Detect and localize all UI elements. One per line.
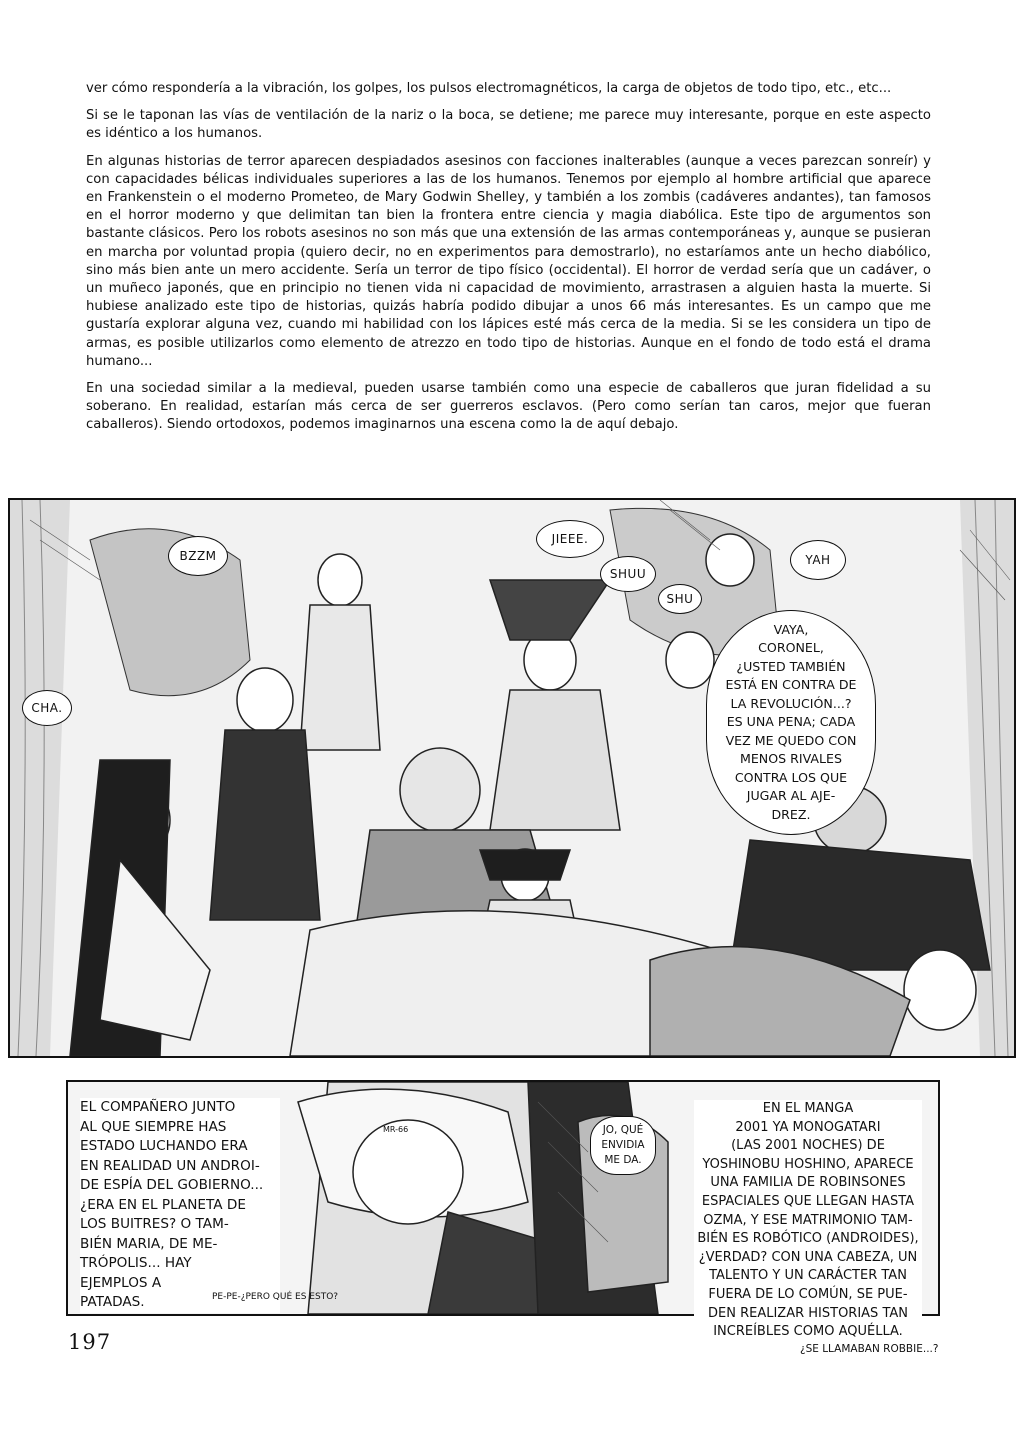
paragraph-2: Si se le taponan las vías de ventilación de la nariz o la boca, se detiene; me parece muy interesante, porque en este aspecto es idéntico a los humanos.	[86, 108, 931, 142]
sfx-cha-bubble: CHA.	[22, 690, 72, 726]
body-text	[86, 80, 931, 444]
caption-pe-pe: PE-PE-¿PERO QUÉ ES ESTO?	[212, 1292, 339, 1302]
page-number: 197	[68, 1330, 112, 1354]
sfx-bzzm-bubble: BZZM	[168, 536, 228, 576]
forehead-mark: MR-66	[383, 1125, 409, 1134]
caption-android-spy: EL COMPAÑERO JUNTO AL QUE SIEMPRE HAS ESTADO LUCHANDO ERA EN REALIDAD UN ANDROI- DE ESPÍA DEL GOBIERNO... ¿ERA EN EL PLANETA DE LOS BUITRES? O TAM- BIÉN MARIA, DE ME- TRÓPOLIS... HAY EJEMPLOS A PATADAS.	[80, 1098, 280, 1313]
paragraph-4: En una sociedad similar a la medieval, pueden usarse también como una especie de caballeros que juran fidelidad a su soberano. En realidad, estarían más cerca de ser guerreros esclavos. (Pero como serían tan caros, mejor que fueran caballeros). Siendo ortodoxos, podemos imaginarnos una escena como la de aquí debajo.	[86, 381, 931, 433]
caption-envidia: JO, QUÉ ENVIDIA ME DA.	[590, 1116, 656, 1175]
sfx-jieee-bubble: JIEEE.	[536, 520, 604, 558]
caption-robbie: ¿SE LLAMABAN ROBBIE...?	[800, 1343, 939, 1355]
sfx-yah-bubble: YAH	[790, 540, 846, 580]
caption-2001-monogatari: EN EL MANGA 2001 YA MONOGATARI (LAS 2001 NOCHES) DE YOSHINOBU HOSHINO, APARECE UNA FAMILIA DE ROBINSONES ESPACIALES QUE LLEGAN HASTA OZMA, Y ESE MATRIMONIO TAM- BIÉN ES ROBÓTICO (ANDROIDES), ¿VERDAD? CON UNA CABEZA, UN TALENTO Y UN CARÁCTER TAN FUERA DE LO COMÚN, SE PUE- DEN REALIZAR HISTORIAS TAN INCREÍBLES COMO AQUÉLLA.	[694, 1100, 922, 1342]
speech-bubble-coronel: VAYA, CORONEL, ¿USTED TAMBIÉN ESTÁ EN CONTRA DE LA REVOLUCIÓN...? ES UNA PENA; CADA VEZ ME QUEDO CON MENOS RIVALES CONTRA LOS QUE JUGAR AL AJE- DREZ.	[706, 610, 876, 835]
sfx-shu-bubble: SHU	[658, 584, 702, 614]
paragraph-1: ver cómo respondería a la vibración, los golpes, los pulsos electromagnéticos, la carga de objetos de todo tipo, etc., etc...	[86, 81, 892, 96]
sfx-shuu-bubble: SHUU	[600, 556, 656, 592]
paragraph-3: En algunas historias de terror aparecen despiadados asesinos con facciones inalterables (aunque a veces parezcan sonreír) y con capacidades bélicas individuales superiores a las de los humanos. Tenemos por ejemplo al hombre artificial que aparece en Frankenstein o el moderno Prometeo, de Mary Godwin Shelley, y también a los zombis (cadáveres andantes), tan famosos en el horror moderno y que delimitan tan bien la frontera entre ciencia y magia diabólica. Este tipo de argumentos son bastante clásicos. Pero los robots asesinos no son más que una extensión de las armas contemporáneas y, aunque se pusieran en marcha por voluntad propia (quiero decir, no en experimentos para demostrarlo), no estaríamos ante un hecho diabólico, sino más bien ante un mero accidente. Sería un terror de tipo físico (occidental). El horror de verdad sería que un cadáver, o un muñeco japonés, que en principio no tienen vida ni capacidad de movimiento, arrastrasen a alguien hasta la muerte. Si hubiese analizado este tipo de historias, quizás habría podido dibujar a unos 66 más interesantes. Es un campo que me gustaría explorar alguna vez, cuando mi habilidad con los lápices esté más cerca de la media. Si se les considera un tipo de armas, es posible utilizarlos como elemento de atrezzo en todo tipo de historias. Aunque en el fondo de todo está el drama humano...	[86, 153, 931, 369]
